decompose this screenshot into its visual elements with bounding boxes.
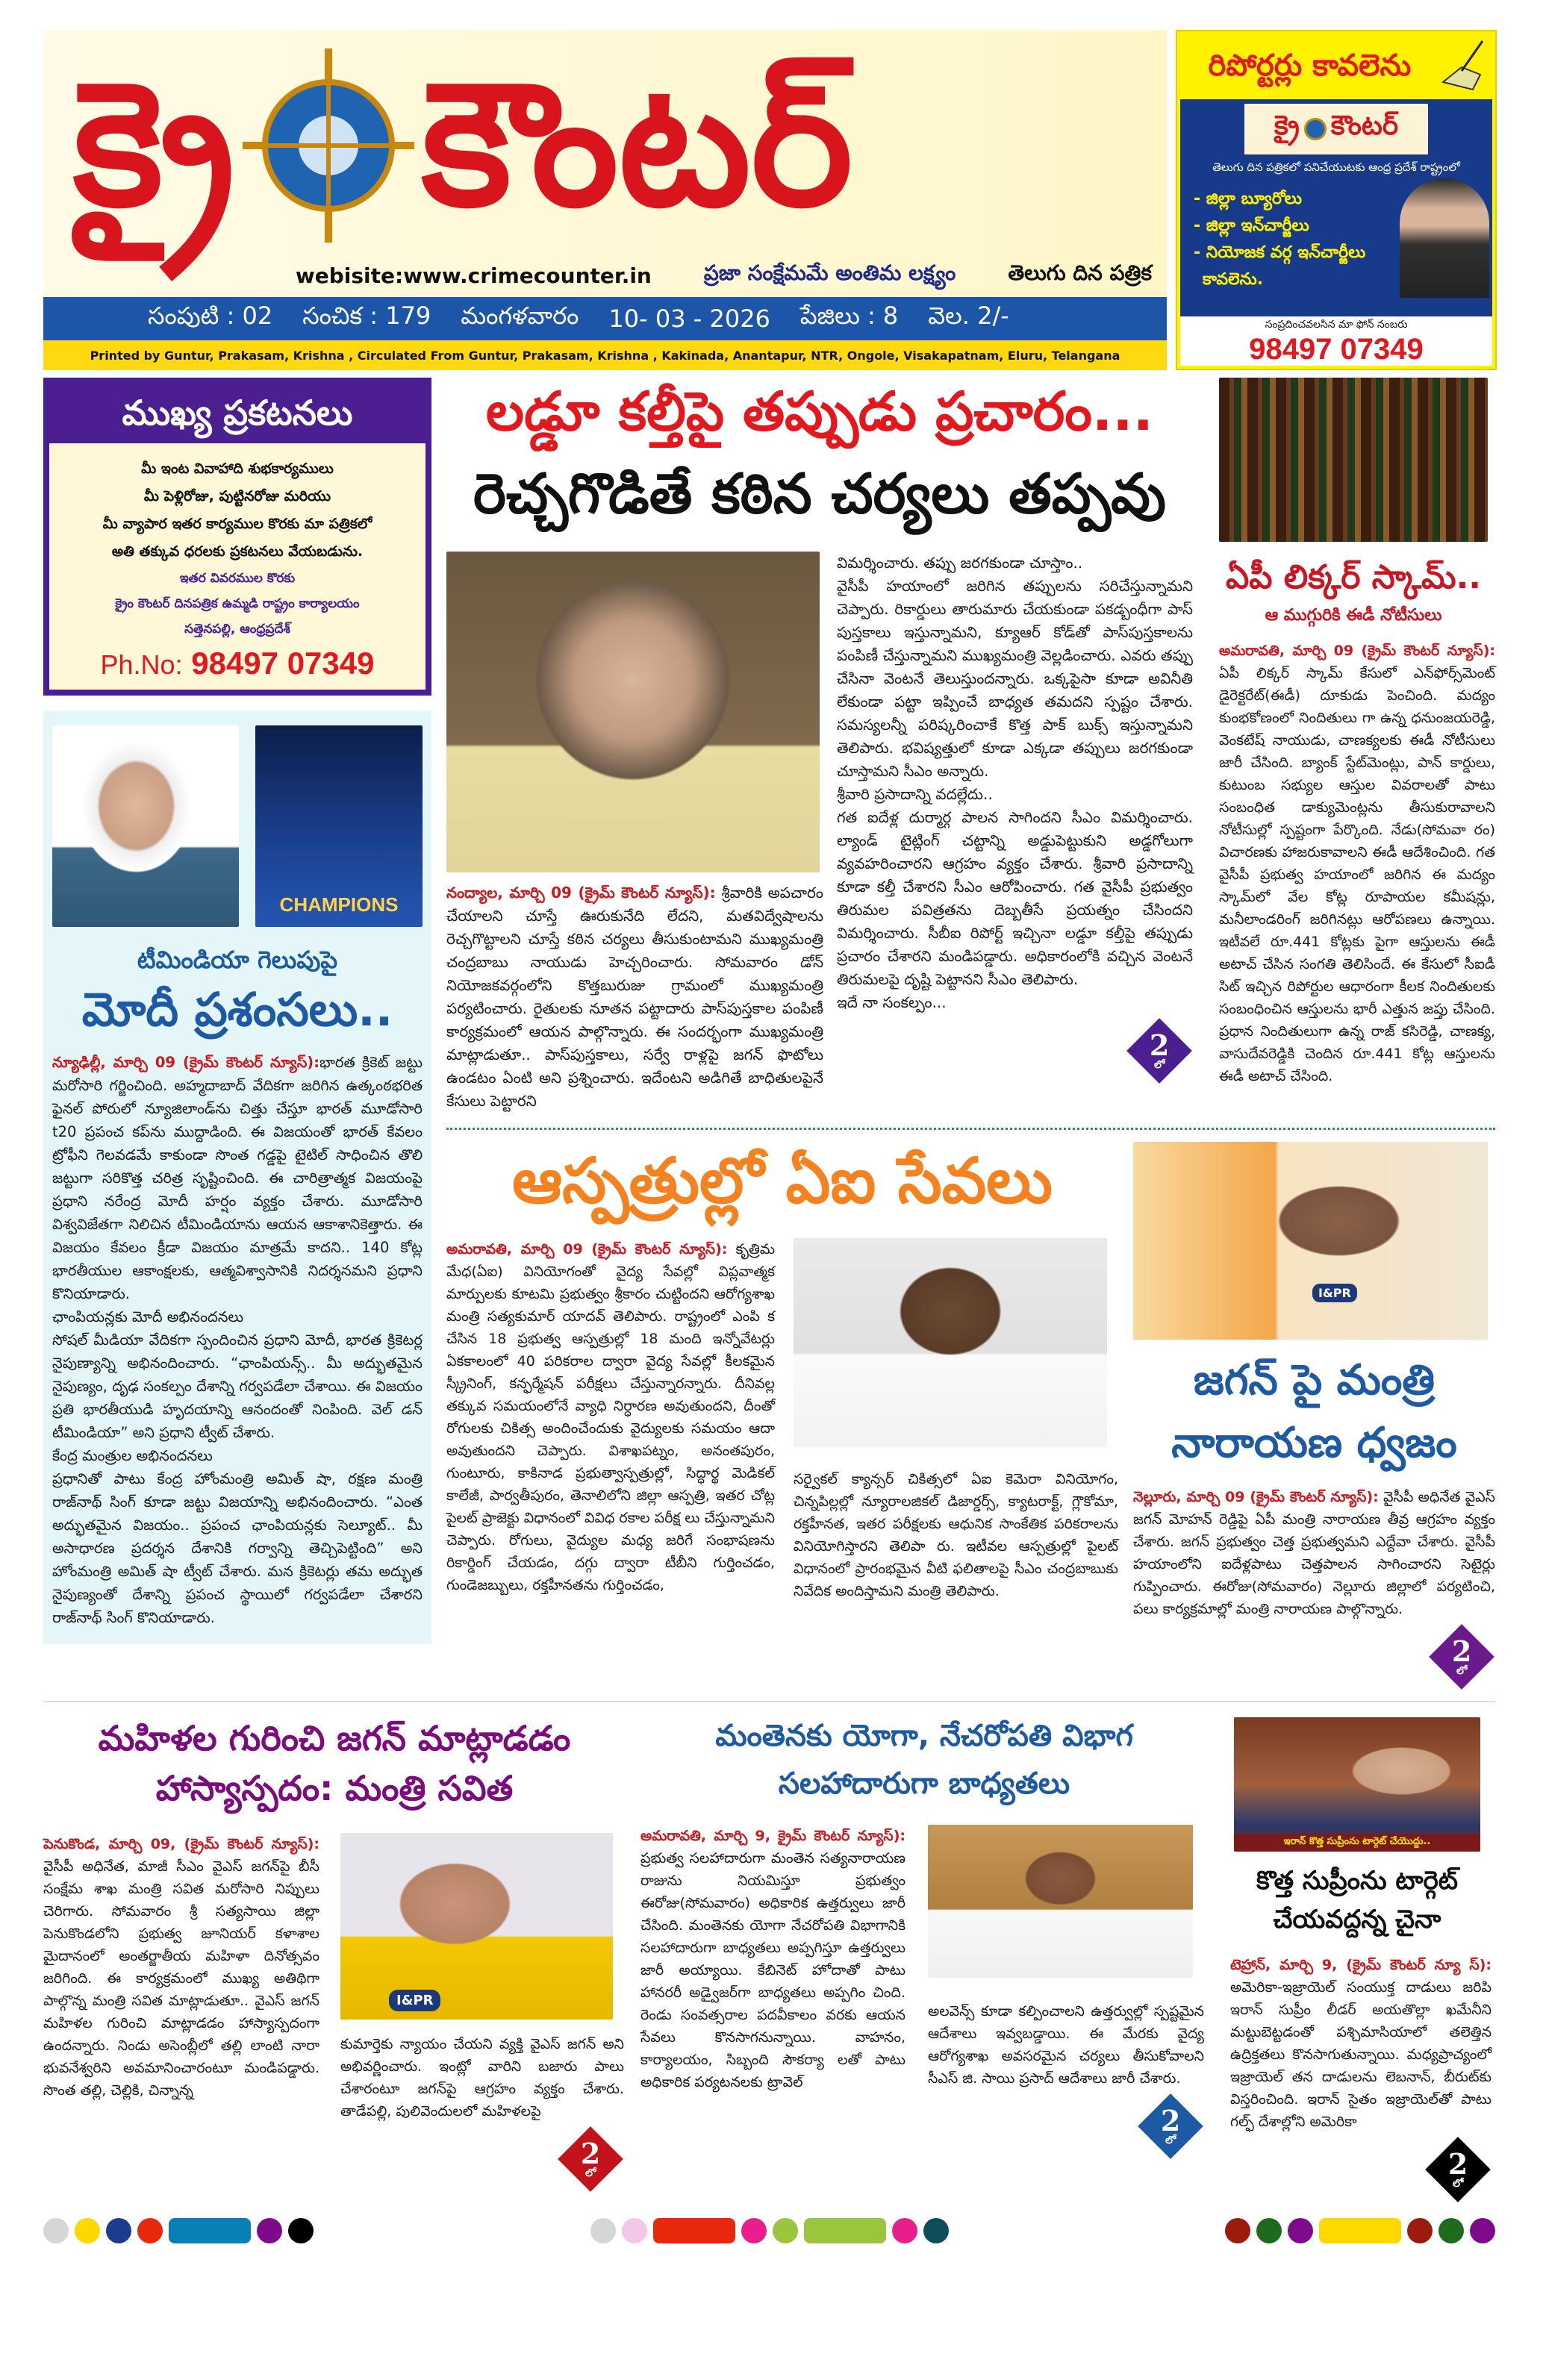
lead-paragraph: శ్రీవారికి అపచారం చేయాలని చూస్తే ఊరుకునేది లేదని, మతవిద్వేషాలను రెచ్చగొట్టాలని చూస్తే కఠిన చర్యలు తీసుకుంటామని ముఖ్యమంత్రి చంద్రబాబు నాయుడు హెచ్చరించారు. సోమవారం డోన్ నియోజకవర్గంలోని కొత్తబురుజు గ్రామంలో ముఖ్యమంత్రి పర్యటించారు. రైతులకు నూతన పట్టాదారు పాస్‌పుస్తకాల పంపిణీ కార్యక్రమంలో ఆయన పాల్గొన్నారు. ఈ సందర్భంగా ముఖ్యమంత్రి మాట్లాడుతూ.. పాస్‌పుస్తకాలు, సర్వే రాళ్లపై జగన్ ఫొటోలు ఉండటం ఏంటి అని ప్రశ్నించారు. ఇదేంటని అడిగితే బాధితులపైనే కేసులు పెట్టారని <box>446 883 823 1110</box>
ad-position: - జిల్లా బ్యూరోలు <box>1194 189 1302 208</box>
ad-logo-right: కౌంటర్ <box>1330 110 1399 141</box>
ads-contact-line: ఇతర వివరముల కొరకు <box>179 570 296 586</box>
footer-color-strip-middle <box>590 2218 949 2243</box>
jump-suffix: లో <box>1165 2134 1176 2146</box>
photo-woman-presenting <box>1400 178 1489 298</box>
photo-caption-ipr: I&PR <box>1312 1284 1357 1302</box>
ads-phone-number: 98497 07349 <box>191 645 375 681</box>
lead-headline: రెచ్చగొడితే కఠిన చర్యలు తప్పవు <box>473 462 1166 526</box>
ads-line: మీ పెళ్లిరోజు, పుట్టినరోజు మరియు <box>143 487 331 505</box>
writing-hand-icon <box>1439 37 1488 93</box>
masthead-logo <box>43 30 1167 254</box>
footer-color-mark <box>653 2218 735 2243</box>
jump-suffix: లో <box>1456 1664 1468 1677</box>
left-column <box>43 378 431 1644</box>
ai-story <box>446 1142 1118 1602</box>
footer-color-mark <box>169 2218 251 2243</box>
liquor-story <box>1212 378 1495 1087</box>
china-headline-2: చేయవద్దన్న చైనా <box>1273 1905 1441 1934</box>
footer-color-mark <box>923 2218 949 2243</box>
footer-color-mark <box>1225 2218 1250 2243</box>
lead-body-col2 <box>837 552 1193 1014</box>
narayana-headline-2: నారాయణ ధ్వజం <box>1171 1418 1457 1467</box>
ad-positions-list <box>1183 186 1400 298</box>
modi-dateline: న్యూఢిల్లీ, మార్చి 09 (క్రైమ్ కౌంటర్ న్యూస్): <box>52 1053 319 1071</box>
issue-info-bar <box>43 297 1167 340</box>
jump-page: 2 <box>1160 2103 1181 2137</box>
footer-color-mark <box>137 2218 163 2243</box>
right-area <box>446 378 1495 1690</box>
footer-color-mark <box>741 2218 767 2243</box>
section-divider <box>43 1701 1495 1702</box>
weekday: మంగళవారం <box>461 302 579 330</box>
photo-liquor-shelves <box>1219 378 1488 542</box>
modi-kicker: టీమిండియా గెలుపుపై <box>137 946 338 975</box>
liquor-body <box>1212 640 1495 1087</box>
china-story <box>1223 1717 1491 2203</box>
printed-by-text: Printed by Guntur, Prakasam, Krishna , Circulated From Guntur, Prakasam, Krishna , Kakinada, Anantapur, NTR, Ongole, Visakapatnam, Eluru, Telangana <box>90 348 1120 363</box>
continued-page-badge[interactable] <box>1425 2137 1491 2202</box>
jump-suffix: లో <box>1452 2177 1464 2190</box>
jump-page: 2 <box>1149 1028 1170 1062</box>
modi-body <box>52 1051 423 1629</box>
price: వెల. 2/- <box>928 302 1009 330</box>
jump-page: 2 <box>1447 2146 1468 2181</box>
masthead <box>43 30 1167 370</box>
photo-health-minister <box>794 1238 1107 1447</box>
ads-box <box>43 378 431 696</box>
ad-logo-left: క్రై <box>1274 110 1300 141</box>
photo-china-leader <box>1234 1717 1480 1852</box>
slogan: ప్రజా సంక్షేమమే అంతిమ లక్ష్యం <box>703 260 956 285</box>
lead-story <box>446 378 1193 1113</box>
liquor-headline: ఏపీ లిక్కర్ స్కామ్.. <box>1225 558 1482 596</box>
top-row <box>43 30 1513 370</box>
photo-prime-minister <box>52 725 239 927</box>
footer-color-strip-left <box>43 2218 314 2243</box>
ad-logo-emblem-icon <box>1304 118 1327 140</box>
lead-dateline: నంద్యాల, మార్చి 09 (క్రైమ్ కౌంటర్ న్యూస్): <box>446 883 716 902</box>
footer-color-mark <box>43 2218 69 2243</box>
ads-box-title: ముఖ్య ప్రకటనలు <box>122 393 353 433</box>
volume: సంపుటి : 02 <box>148 302 273 330</box>
narayana-body <box>1133 1486 1495 1620</box>
tagline-row <box>43 254 1167 297</box>
jump-page: 2 <box>580 2136 601 2170</box>
ad-logo <box>1244 104 1428 154</box>
continued-page-badge[interactable] <box>1138 2093 1203 2159</box>
lead-body-col1 <box>446 881 823 1113</box>
lead-kicker: లడ్డూ కల్తీపై తప్పుడు ప్రచారం... <box>486 380 1153 443</box>
footer-color-mark <box>75 2218 100 2243</box>
ads-phone[interactable] <box>54 645 421 682</box>
issue-date: 10- 03 - 2026 <box>608 304 770 333</box>
ad-blue-panel <box>1180 99 1492 316</box>
modi-subhead: కేంద్ర మంత్రుల అభినందనలు <box>52 1446 213 1464</box>
footer-color-mark <box>1288 2218 1313 2243</box>
ads-line: మీ వ్యాపార ఇతర కార్యముల కొరకు మా పత్రికలో <box>102 515 372 532</box>
mantena-headline-1: మంతెనకు యోగా, నేచరోపతి విభాగ <box>715 1718 1133 1753</box>
ad-position: కావలెను. <box>1203 269 1264 289</box>
section-divider-dotted <box>446 1128 1495 1130</box>
continued-page-badge[interactable] <box>1126 1018 1192 1084</box>
mantena-headline-2: సలహాదారుగా బాధ్యతలు <box>778 1766 1070 1801</box>
photo-caption-china: ఇరాన్ కొత్త సుప్రీంను టార్గెట్ చేయొద్దు.. <box>1234 1834 1480 1852</box>
photo-minister-narayana <box>1133 1142 1488 1340</box>
lead-paragraph: గత ఐదేళ్ల దుర్మార్గ పాలన సాగిందని సీఎం విమర్శించారు. ల్యాండ్ టైట్లింగ్ చట్టాన్ని అడ్డుపెట్టుకుని అడ్డగోలుగా వ్యవహరించారని ఆగ్రహం వ్యక్తం చేశారు. శ్రీవారి ప్రసాదాన్ని కూడా కల్తీ చేశారని సీఎం ఆరోపించారు. గత వైసీపీ ప్రభుత్వం తిరుమల పవిత్రతను దెబ్బతీసే ప్రయత్నం చేసిందని విమర్శించారు. సీబీఐ రిపోర్ట్ ఇచ్చినా లడ్డూ కల్తీపై తప్పుడు ప్రచారం చేశారని మండిపడ్డారు. అధికారంలోకి వచ్చిన వెంటనే తిరుమలపై దృష్టి పెట్టానని సీఎం తెలిపారు. <box>837 808 1193 988</box>
issue-number: సంచిక : 179 <box>302 302 431 330</box>
ai-body-col1 <box>446 1238 775 1596</box>
china-dateline: టెహ్రాన్, మార్చి 9, (క్రైమ్ కౌంటర్ న్యూ స్): <box>1230 1956 1491 1973</box>
modi-subhead: ఛాంపియన్లకు మోదీ అభినందనలు <box>52 1308 244 1325</box>
ad-position: - జిల్లా ఇన్‌చార్జీలు <box>1194 216 1309 235</box>
footer-color-mark <box>773 2218 798 2243</box>
main-row <box>43 378 1513 1690</box>
photo-caption-champions: CHAMPIONS <box>279 893 399 916</box>
modi-paragraph: సోషల్ మీడియా వేదికగా స్పందించిన ప్రధాని మోదీ, భారత క్రికెటర్ల నైపుణ్యాన్ని అభినందించారు. “ఛాంపియన్స్.. మీ అద్భుతమైన నైపుణ్యం, దృఢ సంకల్పం దేశాన్ని గర్వపడేలా చేశాయి. ఈ విజయం ప్రతి భారతీయుడి హృదయాన్ని ఆనందంతో నింపింది. వెల్ డన్ టీమిండియా” అని ప్రధాని ట్వీట్ చేశారు. <box>52 1331 423 1441</box>
photo-mantena-satyanarayana <box>928 1825 1193 1978</box>
savitha-headline-1: మహిళల గురించి జగన్ మాట్లాడడం <box>98 1717 571 1758</box>
lead-subhead: శ్రీవారి ప్రసాదాన్ని వదల్లేదు.. <box>837 784 993 803</box>
savitha-headline-2: హాస్యాస్పదం: మంత్రి సవిత <box>155 1768 514 1808</box>
ai-paragraph: సర్వైకల్ క్యాన్సర్ చికిత్సలో ఏఐ కెమెరా వినియోగం, చిన్నపిల్లల్లో న్యూరాలజికల్ డిజార్డర్స్, క్యాటరాక్ట్, గ్లౌకోమా, రక్తహీనత, ఇతర పరీక్షలకు ఆధునిక సాంకేతిక పరికరాలను వినియోగిస్తారని తెలిపా రు. ఇటీవల ఆస్పత్రుల్లో పైలట్ విధానంలో ప్రారంభమైన వీటి ఫలితాలపై సీఎం చంద్రబాబుకు నివేదిక అందిస్తామని మంత్రి తెలిపారు. <box>794 1470 1118 1599</box>
photo-champions-team <box>255 725 423 927</box>
footer-color-mark <box>1407 2218 1433 2243</box>
narayana-story <box>1133 1142 1495 1690</box>
modi-headline: మోదీ ప్రశంసలు.. <box>81 982 393 1037</box>
continued-page-badge[interactable] <box>558 2126 623 2192</box>
photo-chief-minister <box>446 552 820 872</box>
footer-color-mark <box>622 2218 647 2243</box>
ad-title: రిపోర్టర్లు కావలెను <box>1208 48 1412 83</box>
ads-contact-line: సత్తెనపల్లి, ఆంధ్రప్రదేశ్ <box>184 621 290 637</box>
modi-paragraph: భారత క్రికెట్ జట్టు మరోసారి గర్జించింది. అహ్మదాబాద్ వేదికగా జరిగిన ఉత్కంఠభరిత ఫైనల్ పోరులో న్యూజిలాండ్‌ను చిత్తు చేస్తూ భారత్ మూడోసారి t20 ప్రపంచ కప్‌ను ముద్దాడింది. ఈ విజయంతో భారత్ కేవలం ట్రోఫీని గెలవడమే కాకుండా సొంత గడ్డపై టైటిల్ సాధించిన తొలి జట్టుగా సరికొత్త చరిత్ర సృష్టించింది. ఈ చారిత్రాత్మక విజయంపై ప్రధాని నరేంద్ర మోదీ హర్షం వ్యక్తం చేశారు. మూడోసారి విశ్వవిజేతగా నిలిచిన టీమిండియాను ఆయన ఆకాశానికెత్తారు. ఈ విజయం కేవలం క్రీడా విజయం మాత్రమే కాదని.. 140 కోట్ల భారతీయుల ఆకాంక్షలకు, ఆత్మవిశ్వాసానికి నిదర్శనమని ప్రధాని కొనియాడారు. <box>52 1053 423 1302</box>
ads-contact-line: క్రైం కౌంటర్ దినపత్రిక ఉమ్మడి రాష్ట్రం కార్యాలయం <box>115 596 360 611</box>
mantena-body-col1 <box>640 1825 905 2093</box>
jump-suffix: లో <box>1153 1058 1165 1071</box>
liquor-subhead: ఆ ముగ్గురికి ఈడీ నోటీసులు <box>1265 606 1442 625</box>
ad-contact-label: సంప్రదించవలసిన మా ఫోన్ నంబరు <box>1180 316 1492 333</box>
liquor-paragraph: ఏపీ లిక్కర్ స్కామ్ కేసులో ఎన్‌ఫోర్స్‌మెంట్ డైరెక్టరేట్(ఈడీ) దూకుడు పెంచింది. మద్యం కుంభకోణంలో నిందితులు గా ఉన్న ధనుంజయరెడ్డి, వెంకటేష్ నాయుడు, చాణక్యలకు ఈడీ నోటీసులు జారీ చేసింది. బ్యాంక్ స్టేట్‌మెంట్లు, పాన్ కార్డులు, కుటుంబ సభ్యుల ఆస్తుల వివరాలతో పాటు సంబంధిత డాక్యుమెంట్లను తీసుకురావాలని నోటీసుల్లో స్పష్టంగా పేర్కొంది. నేడు(సోమవా రం) విచారణకు హాజరుకావాలని ఈడీ ఆదేశించింది. గత వైసీపీ ప్రభుత్వ హయాంలో జరిగిన ఈ మద్యం స్కామ్‌లో వేల కోట్ల రూపాయల కమీషన్లు, మనీలాండరింగ్ జరిగినట్లు ఆరోపణలు ఉన్నాయి. ఇటీవలే రూ.441 కోట్లకు పైగా ఆస్తులను ఈడీ అటాచ్ చేసిన సంగతి తెలిసిందే. ఈ కేసులో సీఐడీ సిట్ ఇచ్చిన రిపోర్టుల ఆధారంగా కీలక నిందితులకు సంబంధించిన ఆస్తులను భారీ ఎత్తున జప్తు చేసింది. ప్రధాన నిందితులుగా ఉన్న రాజ్ కసిరెడ్డి, చాణక్య, వాసుదేవరెడ్డికి చెందిన రూ.441 కోట్ల ఆస్తులను ఈడీ అటాచ్ చేసింది. <box>1219 664 1495 1084</box>
ai-paragraph: కృత్రిమ మేధ(ఏఐ) వినియోగంతో వైద్య సేవల్లో విప్లవాత్మక మార్పులకు కూటమి ప్రభుత్వం శ్రీకారం చుట్టిందని ఆరోగ్యశాఖ మంత్రి సత్యకుమార్ యాదవ్ తెలిపారు. రాష్ట్రంలో ఎంపి క చేసిన 18 ప్రభుత్వ ఆస్పత్రుల్లో 18 మంది ఇన్నోవేటర్లు ఏకకాలంలో 40 పరికరాల ద్వారా వైద్య సేవల్లో కీలకమైన స్క్రీనింగ్, కన్ఫర్మేషన్ పరీక్షలు చేస్తున్నారన్నారు. దీనివల్ల తక్కువ సమయంలోనే వ్యాధి నిర్ధారణ అవుతుందని, దీంతో రోగులకు చికిత్స అందించేందుకు వైద్యులకు సమయం ఆదా అవుతుందని చెప్పారు. విశాఖపట్నం, అనంతపురం, గుంటూరు, కాకినాడ ప్రభుత్వాస్పత్రుల్లో, సిద్ధార్థ మెడికల్ కాలేజీ, పార్వతీపురం, తెనాలిలోని జిల్లా ఆస్పత్రి, ఇతర చోట్ల పైలట్ ప్రాజెక్టు విధానంలో వివిధ రకాల పరీక్ష లు చేస్తున్నామని చెప్పారు. రోగులు, వైద్యుల మధ్య జరిగే సంభాషణను రికార్డింగ్ చేయడం, దగ్గు ద్వారా టీబీని గుర్తించడం, గుండెజబ్బులు, రక్తహీనతను గుర్తించడం, <box>446 1240 775 1593</box>
savitha-dateline: పెనుకొండ, మార్చి 09, (క్రైమ్ కౌంటర్ న్యూస్): <box>43 1835 319 1852</box>
narayana-paragraph: వైసీపీ అధినేత వైఎస్ జగన్ మోహన్ రెడ్డిపై ఏపీ మంత్రి నారాయణ తీవ్ర ఆగ్రహం వ్యక్తం చేశారు. జగన్ ప్రభుత్వం చెత్త ప్రభుత్వమని ఎద్దేవా చేశారు. వైసీపీ హయాంలోని ఐదేళ్లపాటు చెత్తపాలన సాగించారని సెటైర్లు గుప్పించారు. ఈరోజు(సోమవారం) నెల్లూరు జిల్లాలో పర్యటించి, పలు కార్యక్రమాల్లో మంత్రి నారాయణ పాల్గొన్నారు. <box>1133 1488 1496 1617</box>
china-paragraph: అమెరికా-ఇజ్రాయెల్ సంయుక్త దాడులు జరిపి ఇరాన్ సుప్రీం లీడర్ అయతొల్లా ఖమేనీని మట్టుబెట్టడంతో పశ్చిమాసియాలో తలెత్తిన ఉద్రిక్తతలు కొనసాగుతున్నాయి. మధ్యప్రాచ్యంలో ఇజ్రాయెల్ తన దాడులను లెబనాన్, బీరుట్‌కు విస్తరించింది. ఇరాన్ సైతం ఇజ్రాయెల్‌తో పాటు గల్ఫ్ దేశాల్లోని అమెరికా <box>1230 1978 1491 2130</box>
jump-page: 2 <box>1451 1634 1472 1668</box>
globe-crosshair-emblem-icon <box>243 49 414 243</box>
ad-position: - నియోజక వర్గ ఇన్‌చార్జీలు <box>1194 243 1366 262</box>
savitha-paragraph: కుమార్తెకు న్యాయం చేయని వ్యక్తి వైఎస్ జగన్ అని అభివర్ణించారు. ఇంట్లో వారిని బజారు పాలు చేశారంటూ జగన్‌పై ఆగ్రహం వ్యక్తం చేశారు. తాడేపల్లి, పులివెందులలో మహిళలపై <box>340 2035 624 2120</box>
china-body <box>1223 1954 1491 2133</box>
footer-color-mark <box>1319 2218 1401 2243</box>
photo-caption-ipr: I&PR <box>389 1990 440 2011</box>
modi-paragraph: ప్రధానితో పాటు కేంద్ర హోంమంత్రి అమిత్ షా, రక్షణ మంత్రి రాజ్‌నాథ్ సింగ్ కూడా జట్టు విజయాన్ని అభినందించారు. “ఎంత అద్భుతమైన విజయం.. ప్రపంచ ఛాంపియన్లకు సెల్యూట్.. మీ అసాధారణ ప్రదర్శన దేశానికి గర్వాన్ని తెచ్చిపెట్టింది” అని హోంమంత్రి అమిత్ షా ట్వీట్ చేశారు. మన క్రికెటర్లు తమ అద్భుత నైపుణ్యంతో దేశాన్ని ప్రపంచ స్థాయిలో గర్వపడేలా చేశారని రాజ్‌నాథ్ సింగ్ కొనియాడారు. <box>52 1469 423 1626</box>
savitha-body-col2 <box>340 2033 624 2123</box>
continued-page-badge[interactable] <box>1429 1624 1494 1690</box>
lead-subhead: ఇదే నా సంకల్పం... <box>837 993 947 1011</box>
ai-headline: ఆస్పత్రుల్లో ఏఐ సేవలు <box>512 1143 1053 1217</box>
page-count: పేజిలు : 8 <box>799 302 899 330</box>
reporters-wanted-ad <box>1176 30 1497 370</box>
jump-suffix: లో <box>585 2167 596 2179</box>
ai-body-col2 <box>794 1468 1118 1602</box>
narayana-headline-1: జగన్ పై మంత్రి <box>1193 1355 1436 1405</box>
liquor-dateline: అమరావతి, మార్చి 09 (క్రైమ్ కౌంటర్ న్యూస్): <box>1219 642 1495 659</box>
lead-paragraph: వైసీపీ హయాంలో జరిగిన తప్పులను సరిచేస్తున్నామని చెప్పారు. రికార్డులు తారుమారు చేయకుండా పకడ్బంధీగా పాస్ పుస్తకాలు ఇస్తున్నామని, క్యూఆర్ కోడ్‌తో పాస్‌పుస్తకాలను పంపిణీ చేస్తున్నామని ముఖ్యమంత్రి వెల్లడించారు. ఎవరు తప్పు చేసినా వెంటనే తెలుస్తుందన్నారు. ఒక్కపైసా కూడా అవినీతి లేకుండా పట్టా ఇప్పించే బాధ్యత తమదని స్పష్టం చేశారు. సమస్యలన్నీ పరిష్కరించాకే కొత్త పాక్ బుక్స్ ఇస్తున్నామని తెలిపారు. భవిష్యత్తులో కూడా ఎక్కడా తప్పులు జరగకుండా చూస్తామని సీఎం అన్నారు. <box>837 576 1193 780</box>
ads-line: అతి తక్కువ ధరలకు ప్రకటనలు వేయబడును. <box>111 543 364 560</box>
bottom-row <box>43 1717 1513 2203</box>
footer-color-strip-right <box>1225 2218 1495 2243</box>
lead-paragraph: విమర్శించారు. తప్పు జరగకుండా చూస్తాం.. <box>837 553 1083 572</box>
ai-dateline: అమరావతి, మార్చి 09 (క్రైమ్ కౌంటర్ న్యూస్): <box>446 1240 728 1258</box>
footer-color-mark <box>1256 2218 1282 2243</box>
china-headline-1: కొత్త సుప్రీంను టార్గెట్ <box>1256 1865 1458 1896</box>
footer-color-mark <box>106 2218 131 2243</box>
ads-box-content <box>49 443 426 690</box>
ad-phone[interactable]: 98497 07349 <box>1180 333 1492 366</box>
photo-minister-savitha <box>340 1833 613 2020</box>
ads-line: మీ ఇంట వివాహాది శుభకార్యములు <box>141 460 334 477</box>
mantena-paragraph: అలవెన్స్ కూడా కల్పించాలని ఉత్తర్వుల్లో స్పష్టమైన ఆదేశాలు ఇవ్వబడ్డాయి. ఈ మేరకు వైద్య ఆరోగ్యశాఖ అవసరమైన చర్యలు తీసుకోవాలని సీఎస్ జి. సాయి ప్రసాద్ ఆదేశాలు జారీ చేశారు. <box>928 2002 1204 2087</box>
savitha-body-col1 <box>43 1833 319 2102</box>
logo-text-left: క్రై <box>73 46 235 245</box>
savitha-story <box>43 1717 626 2193</box>
footer-color-mark <box>590 2218 616 2243</box>
printed-by-bar <box>43 340 1167 370</box>
modi-story <box>43 710 431 1644</box>
mantena-story <box>640 1717 1208 2160</box>
footer-color-mark <box>804 2218 886 2243</box>
mantena-paragraph: ప్రభుత్వ సలహాదారుగా మంతెన సత్యనారాయణ రాజును నియమిస్తూ ప్రభుత్వం ఈరోజు(సోమవారం) అధికారిక ఉత్తర్వులు జారీ చేసింది. మంతెనకు యోగా నేచరోపతి విభాగానికి సలహాదారుగా బాధ్యతలు అప్పగిస్తూ ఉత్తర్వులు జారీ అయ్యాయి. కేబినెట్ హోదాతో పాటు హానరరీ అడ్వైజర్‌గా బాధ్యతలు అప్పగిం చింది. రెండు సంవత్సరాల పదవీకాలం వరకు ఆయన సేవలు కొనసాగనున్నాయి. వాహనం, కార్యాలయం, సిబ్బంది సౌకర్యా లతో పాటు అధికారిక పర్యటనలకు ట్రావెల్ <box>640 1849 905 2090</box>
savitha-paragraph: వైసీపీ అధినేత, మాజీ సీఎం వైఎస్ జగన్‌పై బీసీ సంక్షేమ శాఖ మంత్రి సవిత మరోసారి నిప్పులు చెరిగారు. సోమవారం శ్రీ సత్యసాయి జిల్లా పెనుకొండలోని ప్రభుత్వ జూనియర్ కళాశాల మైదానంలో అంతర్జాతీయ మహిళా దినోత్సవం జరిగింది. ఈ కార్యక్రమంలో ముఖ్య అతిథిగా పాల్గొన్న మంత్రి సవిత మాట్లాడుతూ.. వైఎస్ జగన్ మహిళల గురించి మాట్లాడడం హాస్యాస్పదంగా ఉందన్నారు. నిండు అసెంబ్లీలో తల్లి లాంటి నారా భువనేశ్వరిని అవమానించారంటూ మండిపడ్డారు. సొంత తల్లి, చెల్లికి, చిన్నాన్న <box>43 1858 319 2099</box>
footer-color-mark <box>1438 2218 1464 2243</box>
narayana-dateline: నెల్లూరు, మార్చి 09 (క్రైమ్ కౌంటర్ న్యూస్): <box>1133 1488 1379 1505</box>
footer-strip <box>43 2218 1495 2243</box>
logo-text-right: కౌంటర్ <box>421 46 853 245</box>
ads-phone-label: Ph.No: <box>100 649 183 680</box>
website[interactable]: webisite:www.crimecounter.in <box>295 263 652 288</box>
footer-color-mark <box>892 2218 917 2243</box>
footer-color-mark <box>1470 2218 1495 2243</box>
paper-type: తెలుగు దిన పత్రిక <box>1008 260 1152 285</box>
footer-color-mark <box>257 2218 282 2243</box>
footer-color-mark <box>288 2218 314 2243</box>
mantena-body-col2 <box>928 2000 1204 2090</box>
ad-intro: తెలుగు దిన పత్రికలో పనిచేయుటకు ఆంధ్ర ప్రదేశ్ రాష్ట్రంలో <box>1212 160 1460 174</box>
mantena-dateline: అమరావతి, మార్చి 9, క్రైమ్ కౌంటర్ న్యూస్): <box>640 1827 905 1844</box>
